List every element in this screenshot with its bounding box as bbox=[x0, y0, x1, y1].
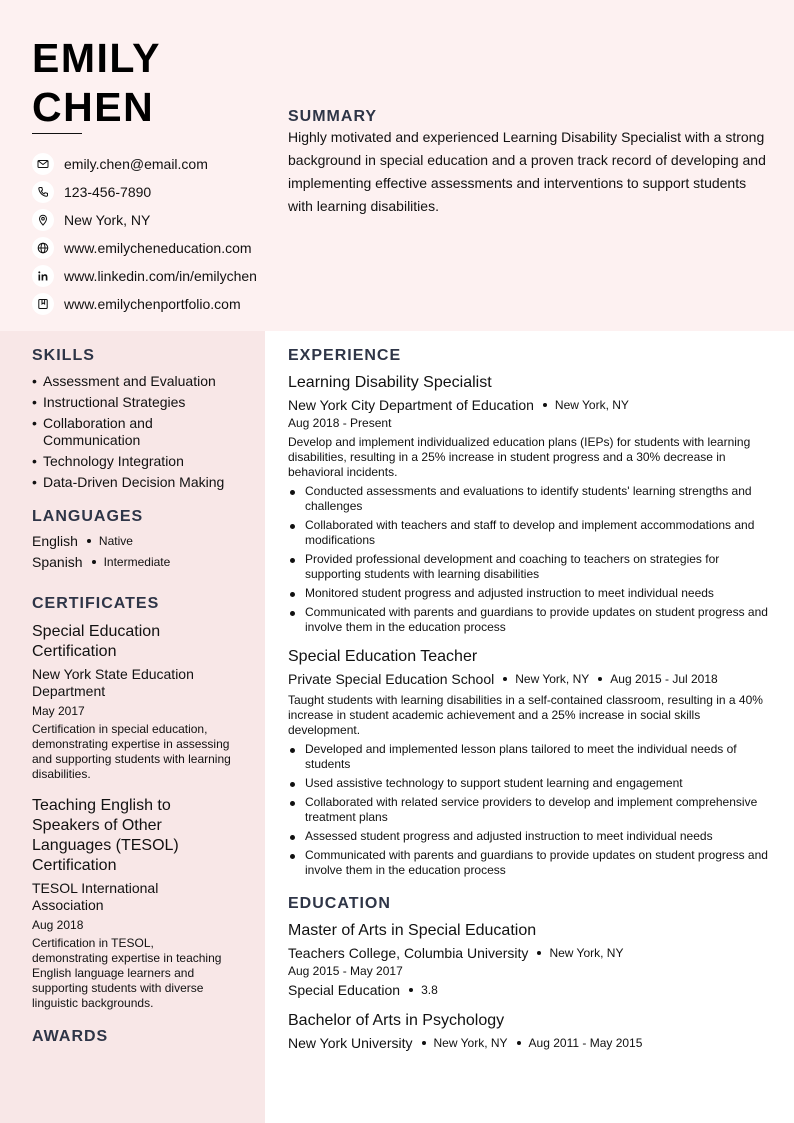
contact-location bbox=[32, 206, 257, 234]
education-field-row bbox=[288, 981, 770, 999]
school-name: Teachers College, Columbia University bbox=[288, 945, 529, 961]
education-heading: EDUCATION bbox=[288, 895, 391, 912]
awards-section bbox=[32, 1028, 232, 1046]
separator-dot bbox=[92, 560, 96, 564]
job-item bbox=[288, 373, 770, 635]
awards-heading: AWARDS bbox=[32, 1028, 109, 1045]
job-description: Taught students with learning disabilities in a self-contained classroom, resulting in a 40% increase in student academic achievement and a 25% increase in social skills development. bbox=[288, 693, 763, 737]
certificate-issuer: New York State Education Department bbox=[32, 666, 194, 699]
job-location: New York, NY bbox=[515, 672, 590, 686]
job-meta bbox=[288, 396, 770, 414]
job-title: Special Education Teacher bbox=[288, 648, 478, 665]
degree-title: Master of Arts in Special Education bbox=[288, 922, 537, 939]
language-item bbox=[32, 553, 232, 570]
contact-linkedin[interactable] bbox=[32, 262, 257, 290]
bullet-item: Monitored student progress and adjusted instruction to meet individual needs bbox=[288, 586, 770, 601]
skill-item: • Technology Integration bbox=[32, 453, 232, 470]
certificate-issuer: TESOL International Association bbox=[32, 880, 159, 913]
certificates-heading: CERTIFICATES bbox=[32, 595, 160, 612]
school-location: New York, NY bbox=[433, 1036, 508, 1050]
summary-heading: SUMMARY bbox=[288, 108, 378, 125]
certificate-date: May 2017 bbox=[32, 704, 85, 718]
bullet-item: Collaborated with related service providers to develop and implement comprehensive treatment plans bbox=[288, 795, 770, 825]
job-item bbox=[288, 647, 770, 878]
separator-dot bbox=[537, 951, 541, 955]
bullet-item: Communicated with parents and guardians to provide updates on student progress and involve them in the education process bbox=[288, 605, 770, 635]
experience-heading: EXPERIENCE bbox=[288, 347, 402, 364]
education-date: Aug 2011 - May 2015 bbox=[528, 1036, 643, 1050]
certificates-section bbox=[32, 595, 232, 1011]
contact-location-text: New York, NY bbox=[64, 212, 151, 228]
skills-list bbox=[32, 373, 232, 491]
skill-item: • Data-Driven Decision Making bbox=[32, 474, 232, 491]
gpa-value: 3.8 bbox=[421, 983, 438, 997]
certificate-item bbox=[32, 622, 232, 782]
field-of-study: Special Education bbox=[288, 982, 401, 998]
certificate-item bbox=[32, 796, 232, 1011]
language-level: Intermediate bbox=[103, 554, 171, 569]
separator-dot bbox=[422, 1041, 426, 1045]
language-name: Spanish bbox=[32, 553, 83, 570]
contact-list bbox=[32, 150, 257, 318]
separator-dot bbox=[87, 539, 91, 543]
bullet-item: Developed and implemented lesson plans tailored to meet the individual needs of students bbox=[288, 742, 770, 772]
skill-item: • Assessment and Evaluation bbox=[32, 373, 232, 390]
name-divider bbox=[32, 133, 82, 134]
language-name: English bbox=[32, 532, 78, 549]
certificate-description: Certification in TESOL, demonstrating expertise in teaching English language learners and supporting students with diverse linguistic backgrounds. bbox=[32, 936, 222, 1010]
languages-section bbox=[32, 508, 232, 570]
job-bullets bbox=[288, 742, 770, 878]
contact-email[interactable] bbox=[32, 150, 257, 178]
bullet-item: Communicated with parents and guardians to provide updates on student progress and involve them in the education process bbox=[288, 848, 770, 878]
contact-phone[interactable] bbox=[32, 178, 257, 206]
contact-website-text: www.emilycheneducation.com bbox=[64, 240, 252, 256]
language-item bbox=[32, 532, 232, 549]
education-meta bbox=[288, 1034, 770, 1052]
job-employer: Private Special Education School bbox=[288, 671, 495, 687]
left-column bbox=[32, 347, 232, 1046]
degree-title: Bachelor of Arts in Psychology bbox=[288, 1012, 505, 1029]
contact-website[interactable] bbox=[32, 234, 257, 262]
education-meta bbox=[288, 944, 770, 962]
certificate-title: Special Education Certification bbox=[32, 623, 161, 660]
summary-section bbox=[288, 108, 766, 218]
portfolio-icon bbox=[32, 293, 54, 315]
name-first: EMILY bbox=[32, 35, 162, 81]
summary-text: Highly motivated and experienced Learning Disability Specialist with a strong background in special education and a proven track record of developing and implementing effective assessments and interventions to support students with learning disabilities. bbox=[288, 129, 766, 214]
right-column bbox=[288, 347, 770, 1052]
separator-dot bbox=[598, 677, 602, 681]
separator-dot bbox=[543, 403, 547, 407]
job-description: Develop and implement individualized education plans (IEPs) for students with learning disabilities, resulting in a 25% increase in student progress and a 30% decrease in behavioral incidents. bbox=[288, 435, 751, 479]
bullet-item: Assessed student progress and adjusted instruction to meet individual needs bbox=[288, 829, 770, 844]
name-last: CHEN bbox=[32, 84, 155, 130]
skills-section bbox=[32, 347, 232, 491]
education-date: Aug 2015 - May 2017 bbox=[288, 964, 403, 978]
experience-section bbox=[288, 347, 770, 878]
contact-portfolio-text: www.emilychenportfolio.com bbox=[64, 296, 241, 312]
languages-heading: LANGUAGES bbox=[32, 508, 144, 525]
separator-dot bbox=[503, 677, 507, 681]
education-item bbox=[288, 1011, 770, 1052]
skills-heading: SKILLS bbox=[32, 347, 95, 364]
contact-phone-text: 123-456-7890 bbox=[64, 184, 152, 200]
languages-list bbox=[32, 532, 232, 570]
certificate-date: Aug 2018 bbox=[32, 918, 84, 932]
education-section bbox=[288, 895, 770, 1052]
school-name: New York University bbox=[288, 1035, 413, 1051]
linkedin-icon bbox=[32, 265, 54, 287]
certificate-description: Certification in special education, demonstrating expertise in assessing and supporting students with learning disabilities. bbox=[32, 722, 231, 781]
job-bullets bbox=[288, 484, 770, 635]
job-meta bbox=[288, 670, 770, 688]
globe-icon bbox=[32, 237, 54, 259]
job-title: Learning Disability Specialist bbox=[288, 374, 492, 391]
bullet-item: Collaborated with teachers and staff to develop and implement accommodations and modifications bbox=[288, 518, 770, 548]
bullet-item: Provided professional development and coaching to teachers on strategies for supporting students with learning disabilities bbox=[288, 552, 770, 582]
language-level: Native bbox=[98, 533, 133, 548]
bullet-item: Conducted assessments and evaluations to identify students' learning strengths and challenges bbox=[288, 484, 770, 514]
job-date: Aug 2015 - Jul 2018 bbox=[610, 672, 718, 686]
education-item bbox=[288, 921, 770, 999]
mail-icon bbox=[32, 153, 54, 175]
school-location: New York, NY bbox=[549, 946, 624, 960]
job-location: New York, NY bbox=[554, 398, 629, 412]
job-date: Aug 2018 - Present bbox=[288, 416, 392, 430]
separator-dot bbox=[517, 1041, 521, 1045]
certificate-title: Teaching English to Speakers of Other Languages (TESOL) Certification bbox=[32, 797, 179, 874]
contact-email-text: emily.chen@email.com bbox=[64, 156, 208, 172]
location-pin-icon bbox=[32, 209, 54, 231]
candidate-name bbox=[32, 34, 161, 132]
separator-dot bbox=[409, 988, 413, 992]
phone-icon bbox=[32, 181, 54, 203]
skill-item: • Collaboration and Communication bbox=[32, 415, 232, 449]
job-employer: New York City Department of Education bbox=[288, 397, 534, 413]
bullet-item: Used assistive technology to support student learning and engagement bbox=[288, 776, 770, 791]
contact-portfolio[interactable] bbox=[32, 290, 257, 318]
contact-linkedin-text: www.linkedin.com/in/emilychen bbox=[64, 268, 257, 284]
skill-item: • Instructional Strategies bbox=[32, 394, 232, 411]
